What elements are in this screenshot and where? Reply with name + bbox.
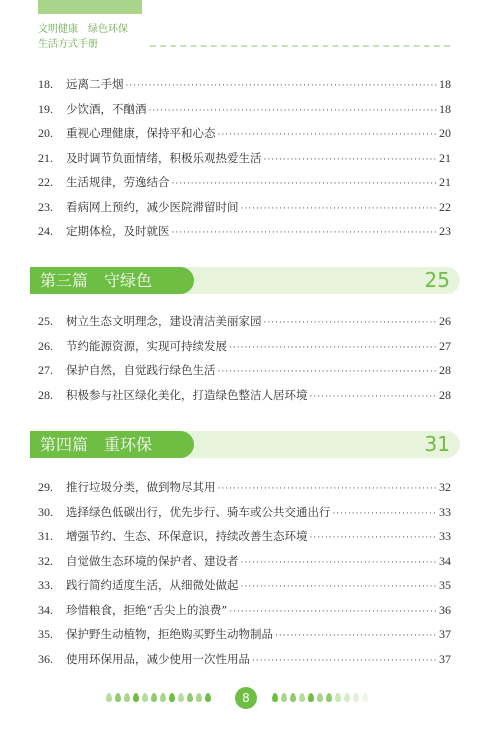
section-3-bar[interactable] <box>30 267 460 294</box>
toc-entry[interactable] <box>38 626 451 651</box>
toc-leader-dots <box>172 228 438 238</box>
toc-entry-page: 21 <box>439 150 451 165</box>
leaf-icon <box>169 693 175 702</box>
header-line-1: 文明健康 绿色环保 <box>38 24 128 35</box>
toc-entry-number: 18. <box>38 77 53 91</box>
leaf-icon <box>326 693 332 702</box>
toc-entry-title: 看病网上预约，减少医院滞留时间 <box>66 199 239 214</box>
toc-entry-number: 29. <box>38 480 53 494</box>
toc-entry-number: 26. <box>38 338 53 353</box>
toc-entry[interactable] <box>38 362 451 387</box>
toc-leader-dots <box>275 631 437 641</box>
toc-entry[interactable] <box>38 577 451 602</box>
toc-entry-page: 22 <box>439 199 451 214</box>
toc-entry-number: 31. <box>38 529 53 543</box>
toc-entry-number: 36. <box>38 651 53 666</box>
toc-entry[interactable] <box>38 479 451 504</box>
toc-entry-number: 24. <box>38 224 53 238</box>
toc-entry-number: 20. <box>38 126 53 140</box>
toc-entry-page: 23 <box>439 224 451 238</box>
toc-leader-dots <box>264 318 438 328</box>
toc-entry-page: 37 <box>439 627 451 641</box>
toc-entry-title: 自觉做生态环境的保护者、建设者 <box>66 553 239 568</box>
toc-entry-title: 选择绿色低碳出行，优先步行、骑车或公共交通出行 <box>66 504 331 519</box>
toc-list-section-4 <box>38 479 451 675</box>
toc-entry-title: 保护自然，自觉践行绿色生活 <box>66 363 216 377</box>
toc-entry-page: 21 <box>439 175 451 189</box>
page-number: 8 <box>235 687 257 709</box>
toc-leader-dots <box>218 484 438 494</box>
toc-leader-dots <box>218 367 438 377</box>
leaf-icon <box>160 693 166 702</box>
toc-leader-dots <box>229 607 437 617</box>
leaf-icon <box>353 693 359 702</box>
toc-entry-number: 33. <box>38 578 53 592</box>
toc-leader-dots <box>172 179 438 189</box>
toc-entry-title: 生活规律，劳逸结合 <box>66 175 170 189</box>
toc-entry-title: 及时调节负面情绪，积极乐观热爱生活 <box>66 150 262 165</box>
toc-entry-title: 少饮酒，不酗酒 <box>66 101 147 116</box>
toc-entry-page: 33 <box>439 529 451 543</box>
toc-entry-number: 30. <box>38 504 53 519</box>
toc-entry-title: 节约能源资源，实现可持续发展 <box>66 338 227 353</box>
leaf-icon <box>124 693 130 702</box>
toc-leader-dots <box>252 656 437 666</box>
leaf-icon <box>344 693 350 702</box>
toc-leader-dots <box>241 204 438 214</box>
header-tab <box>38 0 142 14</box>
toc-entry[interactable] <box>38 602 451 627</box>
header-line-2: 生活方式手册 <box>38 39 98 50</box>
toc-entry-number: 23. <box>38 199 53 214</box>
toc-entry-title: 远离二手烟 <box>66 77 124 91</box>
toc-entry-number: 34. <box>38 602 53 617</box>
toc-entry[interactable] <box>38 651 451 676</box>
section-4-bar[interactable] <box>30 431 460 458</box>
leaf-icon <box>317 693 323 702</box>
toc-leader-dots <box>149 106 438 116</box>
section-3-title: 第三篇 守绿色 <box>30 267 194 294</box>
leaf-icon <box>133 693 139 702</box>
leaf-icon <box>335 693 341 702</box>
leaf-icon <box>308 693 314 702</box>
toc-entry-number: 27. <box>38 363 53 377</box>
toc-entry-number: 21. <box>38 150 53 165</box>
toc-leader-dots <box>333 509 438 519</box>
leaf-icon <box>106 693 112 702</box>
toc-entry-number: 25. <box>38 314 53 328</box>
toc-entry-title: 保护野生动植物，拒绝购买野生动物制品 <box>66 627 273 641</box>
toc-entry-page: 28 <box>439 387 451 402</box>
toc-entry-page: 35 <box>439 578 451 592</box>
toc-leader-dots <box>264 155 438 165</box>
toc-entry-number: 22. <box>38 175 53 189</box>
toc-entry[interactable] <box>38 553 451 578</box>
leaf-icon <box>272 693 278 702</box>
toc-entry-page: 36 <box>439 602 451 617</box>
leaf-icon <box>142 693 148 702</box>
leaf-icon <box>205 693 211 702</box>
toc-entry[interactable] <box>38 387 451 412</box>
leaf-decoration-right <box>272 693 368 702</box>
leaf-icon <box>178 693 184 702</box>
toc-entry-page: 18 <box>439 77 451 91</box>
leaf-icon <box>299 693 305 702</box>
toc-leader-dots <box>229 343 437 353</box>
toc-entry[interactable] <box>38 338 451 363</box>
toc-entry-title: 积极参与社区绿化美化，打造绿色整洁人居环境 <box>66 387 308 402</box>
toc-leader-dots <box>241 558 438 568</box>
toc-entry-page: 28 <box>439 363 451 377</box>
leaf-icon <box>151 693 157 702</box>
toc-entry-number: 28. <box>38 387 53 402</box>
toc-entry[interactable] <box>38 528 451 553</box>
toc-entry[interactable] <box>38 76 451 101</box>
toc-entry-title: 重视心理健康，保持平和心态 <box>66 126 216 140</box>
section-4-page: 31 <box>424 432 450 456</box>
leaf-icon <box>290 693 296 702</box>
toc-entry-title: 增强节约、生态、环保意识，持续改善生态环境 <box>66 529 308 543</box>
toc-entry-title: 推行垃圾分类，做到物尽其用 <box>66 480 216 494</box>
toc-entry-number: 19. <box>38 101 53 116</box>
toc-leader-dots <box>241 582 438 592</box>
toc-entry-page: 20 <box>439 126 451 140</box>
section-3-page: 25 <box>424 268 450 292</box>
leaf-icon <box>115 693 121 702</box>
leaf-decoration-left <box>106 693 211 702</box>
leaf-icon <box>281 693 287 702</box>
header-divider <box>150 45 450 47</box>
toc-leader-dots <box>126 81 438 91</box>
leaf-icon <box>196 693 202 702</box>
toc-entry-number: 35. <box>38 627 53 641</box>
toc-entry-page: 34 <box>439 553 451 568</box>
toc-entry[interactable] <box>38 504 451 529</box>
toc-entry-page: 26 <box>439 314 451 328</box>
toc-entry-title: 树立生态文明理念，建设清洁美丽家园 <box>66 314 262 328</box>
toc-leader-dots <box>310 533 438 543</box>
toc-list-section-3 <box>38 313 451 411</box>
toc-entry-page: 33 <box>439 504 451 519</box>
toc-entry-title: 践行简约适度生活，从细微处做起 <box>66 578 239 592</box>
toc-entry[interactable] <box>38 125 451 150</box>
toc-entry[interactable] <box>38 174 451 199</box>
toc-entry-title: 珍惜粮食，拒绝“舌尖上的浪费” <box>66 602 228 617</box>
page-footer <box>0 685 501 715</box>
leaf-icon <box>187 693 193 702</box>
toc-entry-title: 使用环保用品，减少使用一次性用品 <box>66 651 250 666</box>
toc-entry[interactable] <box>38 101 451 126</box>
toc-leader-dots <box>310 392 438 402</box>
toc-entry-page: 27 <box>439 338 451 353</box>
toc-entry[interactable] <box>38 313 451 338</box>
book-header <box>38 22 128 52</box>
leaf-icon <box>362 693 368 702</box>
toc-entry[interactable] <box>38 150 451 175</box>
toc-entry-number: 32. <box>38 553 53 568</box>
toc-entry-page: 37 <box>439 651 451 666</box>
toc-entry[interactable] <box>38 223 451 248</box>
section-4-title: 第四篇 重环保 <box>30 431 194 458</box>
toc-entry-title: 定期体检，及时就医 <box>66 224 170 238</box>
toc-entry-page: 32 <box>439 480 451 494</box>
toc-list-top <box>38 76 451 248</box>
toc-entry[interactable] <box>38 199 451 224</box>
toc-leader-dots <box>218 130 438 140</box>
toc-entry-page: 18 <box>439 101 451 116</box>
